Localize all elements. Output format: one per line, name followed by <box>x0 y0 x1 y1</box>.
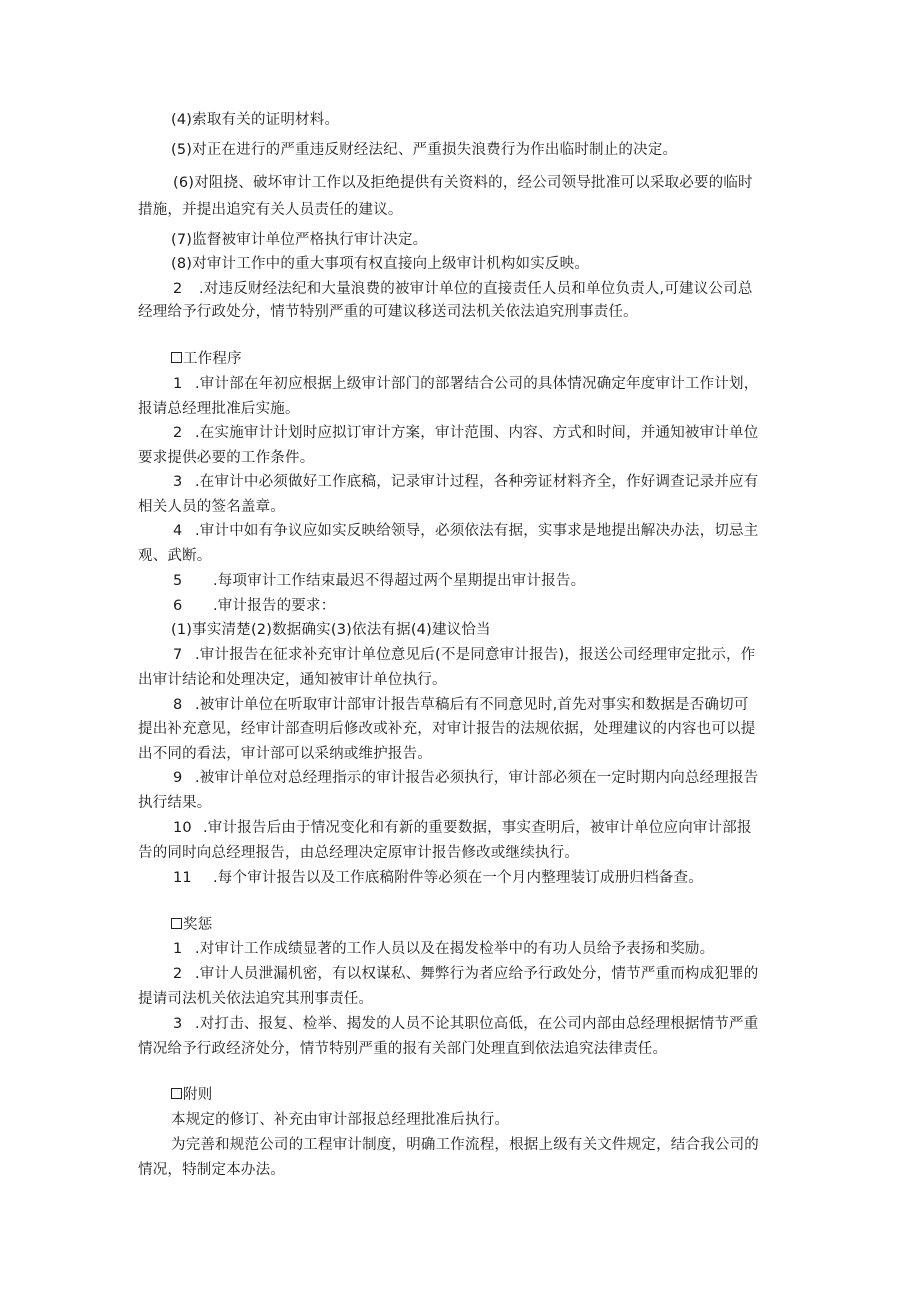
section-title-appendix: 附则 <box>171 1086 212 1104</box>
reward-item-3-cont: 情况给予行政经济处分，情节特别严重的报有关部门处理直到依法追究法律责任。 <box>138 1041 668 1057</box>
reward-item-3: 3 .对打击、报复、检举、揭发的人员不论其职位高低，在公司内部由总经理根据情节严重 <box>173 1016 759 1032</box>
powers-item-5: (5)对正在进行的严重违反财经法纪、严重损失浪费行为作出临时制止的决定。 <box>171 142 678 158</box>
powers-item-7: (7)监督被审计单位严格执行审计决定。 <box>171 232 428 248</box>
checkbox-square-icon <box>171 352 182 363</box>
work-item-1-cont: 报请总经理批准后实施。 <box>138 401 300 417</box>
work-item-5: 5 .每项审计工作结束最迟不得超过两个星期提出审计报告。 <box>173 573 586 589</box>
work-item-2-cont: 要求提供必要的工作条件。 <box>138 450 315 466</box>
work-item-10: 10 .审计报告后由于情况变化和有新的重要数据，事实查明后，被审计单位应向审计部报 <box>173 820 752 836</box>
section-title-work-procedure: 工作程序 <box>171 350 242 368</box>
work-item-10-cont: 告的同时向总经理报告，由总经理决定原审计报告修改或继续执行。 <box>138 845 579 861</box>
work-item-4-cont: 观、武断。 <box>138 548 212 564</box>
reward-item-1: 1 .对审计工作成绩显著的工作人员以及在揭发检举中的有功人员给予表扬和奖励。 <box>173 941 715 957</box>
work-item-3: 3 .在审计中必须做好工作底稿，记录审计过程，各种旁证材料齐全，作好调查记录并应有 <box>173 474 759 490</box>
checkbox-square-icon <box>171 1088 182 1099</box>
appendix-paragraph-2-cont: 情况，特制定本办法。 <box>138 1162 285 1178</box>
section-title-reward-penalty: 奖惩 <box>171 916 212 934</box>
reward-item-2-cont: 提请司法机关依法追究其刑事责任。 <box>138 991 374 1007</box>
powers-item-6-cont: 措施，并提出追究有关人员责任的建议。 <box>138 202 403 218</box>
paragraph-item-2: 2 .对违反财经法纪和大量浪费的被审计单位的直接责任人员和单位负责人,可建议公司总 <box>173 281 753 297</box>
work-item-8: 8 .被审计单位在听取审计部审计报告草稿后有不同意见时,首先对事实和数据是否确切可 <box>173 697 749 713</box>
work-item-8-cont-1: 提出补充意见，经审计部查明后修改或补充，对审计报告的法规依据，处理建议的内容也可以提 <box>138 721 756 737</box>
work-item-8-cont-2: 出不同的看法，审计部可以采纳或维护报告。 <box>138 746 432 762</box>
work-item-3-cont: 相关人员的签名盖章。 <box>138 499 285 515</box>
work-item-7: 7 .审计报告在征求补充审计单位意见后(不是同意审计报告)，报送公司经理审定批示，作 <box>173 647 756 663</box>
work-item-11: 11 .每个审计报告以及工作底稿附件等必须在一个月内整理装订成册归档备查。 <box>173 870 703 886</box>
work-item-6: 6 .审计报告的要求： <box>173 598 336 614</box>
work-item-4: 4 .审计中如有争议应如实反映给领导，必须依法有据，实事求是地提出解决办法，切忌主 <box>173 523 759 539</box>
reward-item-2: 2 .审计人员泄漏机密，有以权谋私、舞弊行为者应给予行政处分，情节严重而构成犯罪的 <box>173 966 759 982</box>
powers-item-6: (6)对阻挠、破坏审计工作以及拒绝提供有关资料的，经公司领导批准可以采取必要的临时 <box>173 175 753 191</box>
work-item-1: 1 .审计部在年初应根据上级审计部门的部署结合公司的具体情况确定年度审计工作计划， <box>173 376 759 392</box>
work-item-9: 9 .被审计单位对总经理指示的审计报告必须执行，审计部必须在一定时期内向总经理报告 <box>173 770 759 786</box>
powers-item-4: (4)索取有关的证明材料。 <box>171 112 340 128</box>
appendix-paragraph-1: 本规定的修订、补充由审计部报总经理批准后执行。 <box>171 1112 510 1128</box>
work-item-6-sub: (1)事实清楚(2)数据确实(3)依法有据(4)建议恰当 <box>171 622 491 638</box>
work-item-9-cont: 执行结果。 <box>138 795 212 811</box>
appendix-paragraph-2: 为完善和规范公司的工程审计制度，明确工作流程，根据上级有关文件规定，结合我公司的 <box>171 1137 759 1153</box>
checkbox-square-icon <box>171 918 182 929</box>
powers-item-8: (8)对审计工作中的重大事项有权直接向上级审计机构如实反映。 <box>171 256 590 272</box>
work-item-7-cont: 出审计结论和处理决定，通知被审计单位执行。 <box>138 672 447 688</box>
paragraph-item-2-cont: 经理给予行政处分，情节特别严重的可建议移送司法机关依法追究刑事责任。 <box>138 304 638 320</box>
work-item-2: 2 .在实施审计计划时应拟订审计方案，审计范围、内容、方式和时间，并通知被审计单位 <box>173 425 759 441</box>
